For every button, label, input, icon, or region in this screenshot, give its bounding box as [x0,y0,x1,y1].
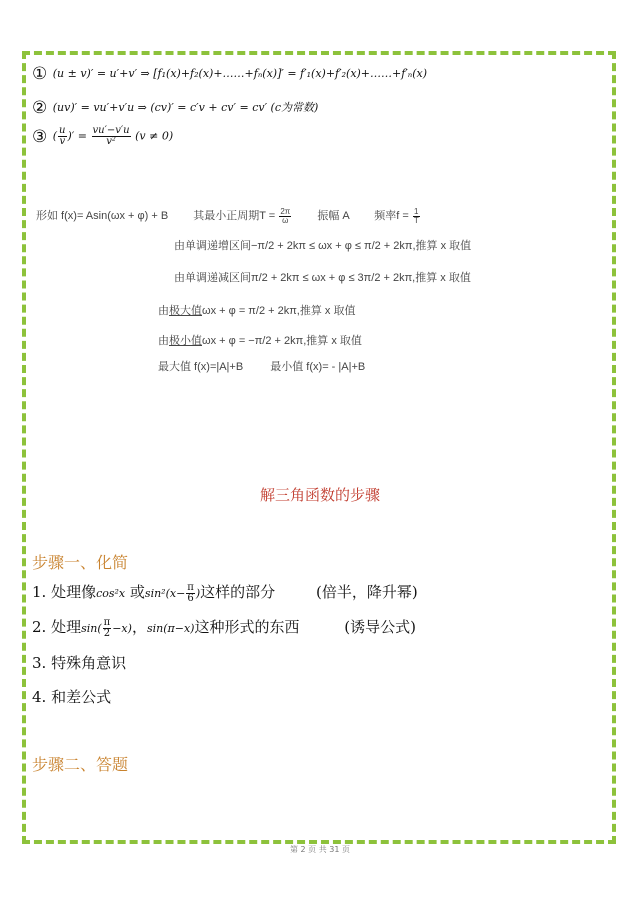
close-paren: ) [195,587,201,600]
trig-minimum-prefix: 由 [158,335,169,347]
fraction-numerator: π [103,616,111,628]
step-1-item-2 [32,616,416,639]
step-1-heading: 步骤一、化简 [32,553,129,572]
trig-form: 形如 f(x)= Asin(ωx + φ) + B [36,210,169,222]
fraction-denominator: ω [282,215,289,225]
formula-2 [32,98,318,118]
trig-minimum-term: 极小值 [169,335,202,347]
pi-over-6 [186,583,195,604]
trig-minimum [158,332,362,348]
item-prefix: 1. 处理像 [32,583,97,601]
page-footer: 第 2 页 共 31 页 [290,845,350,854]
trig-maximum-rest: ωx + φ = π/2 + 2kπ,推算 x 取值 [202,305,356,317]
formula-3-open: ( [52,129,58,143]
formula-1-number: ① [32,64,48,84]
fraction-denominator: 6 [187,592,194,604]
cos-squared: cos²x [96,587,126,600]
sin-pi-minus-x: sin(π−x) [146,622,195,635]
fraction-numerator: 2π [280,206,291,216]
item-note: (倍半，降升幂) [315,583,418,601]
fraction-denominator: T [413,215,419,225]
formula-3-mid: )′ = [67,129,88,143]
formula-3-condition: (v ≠ 0) [135,129,174,143]
trig-frequency-label: 频率f = [374,210,409,222]
trig-maximum-prefix: 由 [158,305,169,317]
trig-line-1 [36,207,421,225]
trig-extremes [158,358,365,374]
formula-3-uv-fraction [58,126,66,147]
fraction-numerator: π [187,581,194,593]
trig-min-value: 最小值 f(x)= - |A|+B [270,361,366,373]
formula-3-fraction [92,126,131,147]
trig-max-value: 最大值 f(x)=|A|+B [158,361,244,373]
sin-squared: sin²(x− [144,587,186,600]
fraction-numerator: vu′−v′u [92,125,130,136]
trig-maximum [158,302,355,318]
minus-x: −x) [112,622,132,635]
trig-decreasing: 由单调递减区间π/2 + 2kπ ≤ ωx + φ ≤ 3π/2 + 2kπ,推算 x 取值 [174,272,471,284]
item-prefix: 2. 处理 [32,618,82,636]
formula-3-number: ③ [32,126,48,147]
item-or: 或 [125,583,145,601]
separator: ， [131,618,147,636]
step-2-heading: 步骤二、答题 [32,755,129,774]
fraction-denominator: v [59,136,66,147]
sin-open: sin( [81,622,102,635]
formula-1 [32,64,427,84]
formula-1-text: (u ± v)′ = u′+v′ ⇒ [f₁(x)+f₂(x)+……+fₙ(x)]′ = f′₁(x)+f′₂(x)+……+f′ₙ(x) [52,67,428,80]
item-suffix: 这种形式的东西 [194,618,300,636]
step-1-item-4: 4. 和差公式 [32,688,112,706]
fraction-numerator: u [59,125,66,136]
trig-maximum-term: 极大值 [169,305,202,317]
trig-amplitude: 振幅 A [317,210,350,222]
page-border [22,51,616,844]
formula-2-text: (uv)′ = vu′+v′u ⇒ (cv)′ = c′v + cv′ = cv′ (c为常数) [52,101,319,114]
step-1-item-1 [32,581,418,604]
formula-2-number: ② [32,98,48,118]
section-title: 解三角函数的步骤 [259,486,380,504]
trig-period-label: 其最小正周期T = [193,210,276,222]
formula-3 [32,126,173,147]
pi-over-2 [103,618,112,639]
step-1-item-3: 3. 特殊角意识 [32,654,127,672]
trig-frequency-fraction [413,208,420,225]
item-note: (诱导公式) [344,618,416,636]
fraction-denominator: 2 [103,627,111,639]
fraction-denominator: v² [106,136,116,147]
trig-increasing: 由单调递增区间−π/2 + 2kπ ≤ ωx + φ ≤ π/2 + 2kπ,推算 x 取值 [174,240,472,252]
fraction-numerator: 1 [414,206,419,216]
trig-minimum-rest: ωx + φ = −π/2 + 2kπ,推算 x 取值 [202,335,362,347]
trig-period-fraction [279,208,291,225]
item-suffix: 这样的部分 [200,583,276,601]
